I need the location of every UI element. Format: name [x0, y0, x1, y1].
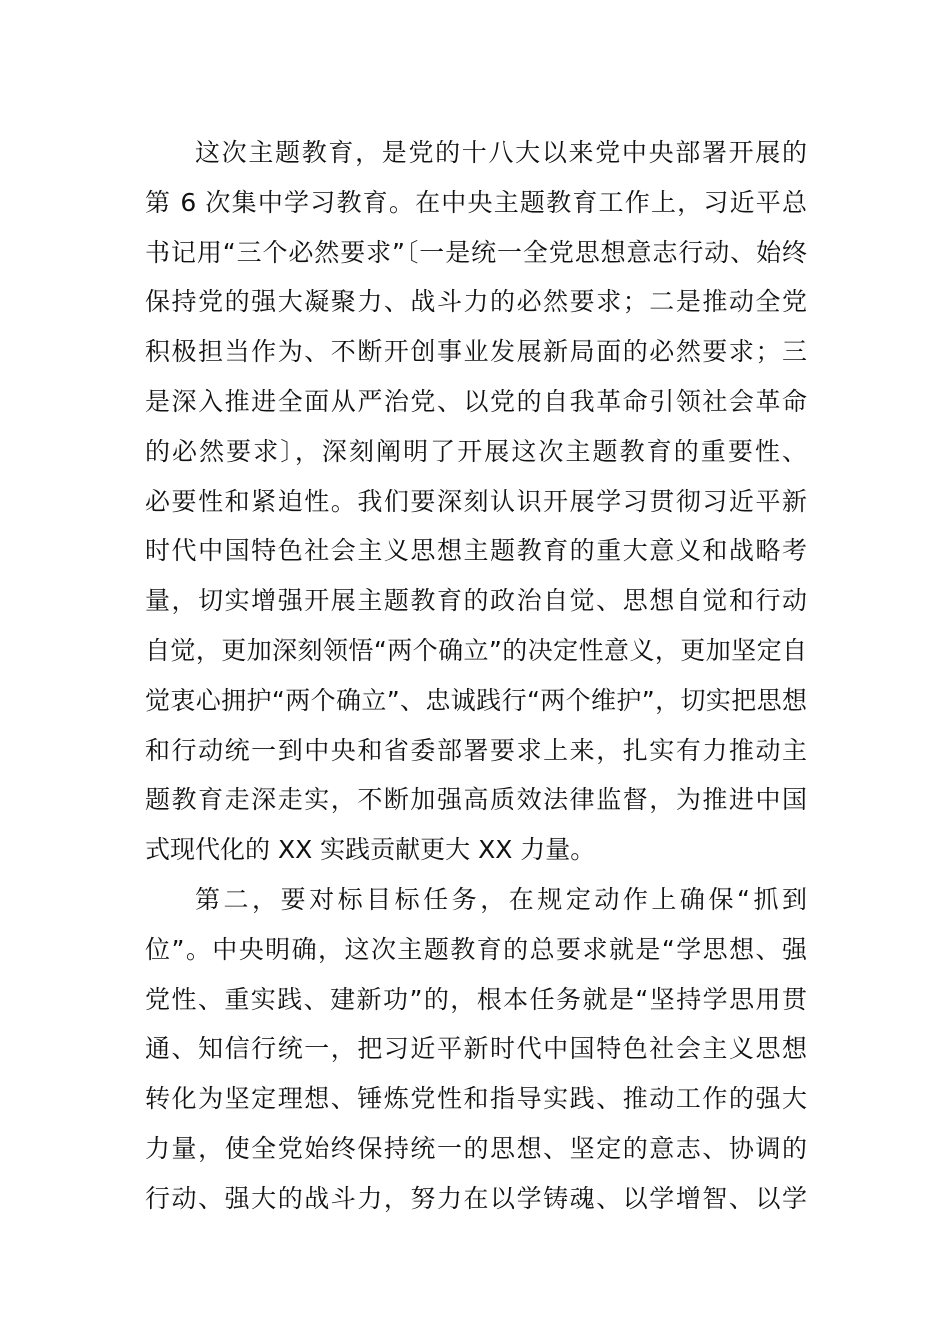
- text-line: 第二，要对标目标任务，在规定动作上确保“抓到: [195, 884, 807, 914]
- text-line: 觉衷心拥护“两个确立”、忠诚践行“两个维护”，切实把思想: [145, 685, 807, 715]
- text-line: 积极担当作为、不断开创事业发展新局面的必然要求；三: [145, 337, 807, 367]
- text-line: 题教育走深走实，不断加强高质效法律监督，为推进中国: [145, 785, 807, 815]
- text-line: 是深入推进全面从严治党、以党的自我革命引领社会革命: [145, 386, 807, 416]
- text-line: 力量，使全党始终保持统一的思想、坚定的意志、协调的: [145, 1133, 807, 1163]
- paragraph-1: [145, 128, 807, 875]
- text-line: 通、知信行统一，把习近平新时代中国特色社会主义思想: [145, 1034, 807, 1064]
- text-line: 自觉，更加深刻领悟“两个确立”的决定性意义，更加坚定自: [145, 635, 807, 665]
- document-body: [145, 128, 807, 1224]
- text-line: 党性、重实践、建新功”的，根本任务就是“坚持学思用贯: [145, 984, 807, 1014]
- text-line: 式现代化的 XX 实践贡献更大 XX 力量。: [145, 835, 596, 865]
- text-line: 和行动统一到中央和省委部署要求上来，扎实有力推动主: [145, 735, 807, 765]
- text-line: 时代中国特色社会主义思想主题教育的重大意义和战略考: [145, 536, 807, 566]
- text-line: 量，切实增强开展主题教育的政治自觉、思想自觉和行动: [145, 586, 807, 616]
- text-line: 转化为坚定理想、锤炼党性和指导实践、推动工作的强大: [145, 1084, 807, 1114]
- paragraph-2: [145, 875, 807, 1224]
- text-line: 必要性和紧迫性。我们要深刻认识开展学习贯彻习近平新: [145, 486, 807, 516]
- text-line: 第 6 次集中学习教育。在中央主题教育工作上，习近平总: [145, 187, 807, 217]
- text-line: 书记用“三个必然要求”〔一是统一全党思想意志行动、始终: [145, 237, 807, 267]
- text-line: 这次主题教育，是党的十八大以来党中央部署开展的: [195, 138, 807, 167]
- text-line: 的必然要求〕，深刻阐明了开展这次主题教育的重要性、: [145, 436, 807, 466]
- text-line: 行动、强大的战斗力，努力在以学铸魂、以学增智、以学: [145, 1183, 807, 1213]
- text-line: 位”。中央明确，这次主题教育的总要求就是“学思想、强: [145, 934, 807, 964]
- text-line: 保持党的强大凝聚力、战斗力的必然要求；二是推动全党: [145, 287, 807, 317]
